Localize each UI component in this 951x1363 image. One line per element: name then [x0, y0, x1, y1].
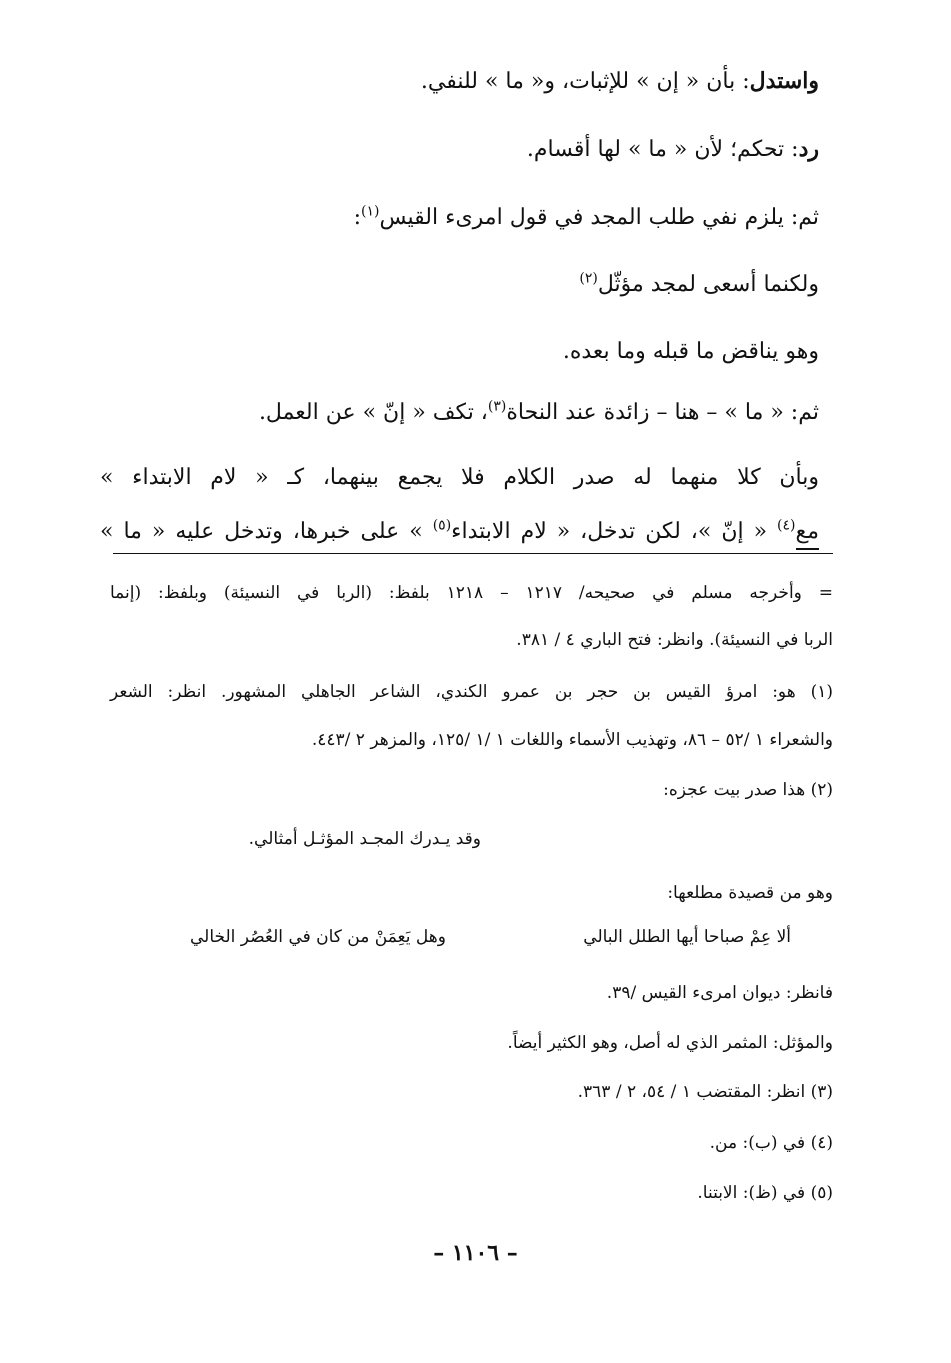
footnote-1-line-2: والشعراء ١ /٥٢ – ٨٦، وتهذيب الأسماء واللغات ١ /١ /١٢٥، والمزهر ٢ /٤٤٣. — [311, 730, 833, 750]
main-line-8-mid: « إنّ »، لكن تدخل، « لام الابتداء — [451, 519, 778, 544]
main-line-8 — [100, 517, 819, 547]
main-line-2-text: : تحكم؛ لأن « ما » لها أقسام. — [526, 137, 799, 162]
footnote-continuation-1: = وأخرجه مسلم في صحيحه/ ١٢١٧ – ١٢١٨ بلفظ: (الربا في النسيئة) وبلفظ: (إنما — [110, 583, 834, 603]
main-line-1 — [100, 66, 819, 97]
main-line-6-text: ثم: « ما » – هنا – زائدة عند النحاة — [506, 400, 819, 425]
main-line-2 — [100, 134, 819, 165]
main-line-7 — [100, 463, 819, 493]
main-line-3-text: ثم: يلزم نفي طلب المجد في قول امرىء القيس — [379, 205, 819, 230]
footnote-3: (٣) انظر: المقتضب ١ / ٥٤، ٢ / ٣٦٣. — [577, 1082, 833, 1102]
footnote-continuation-2: الربا في النسيئة). وانظر: فتح الباري ٤ / ٣٨١. — [516, 630, 833, 650]
main-line-8-lead: مع — [796, 519, 820, 550]
footnote-ref-1: (١) — [361, 203, 380, 220]
verse-quote: ولكنما أسعى لمجد مؤثّل — [597, 272, 819, 297]
main-line-3 — [100, 203, 819, 233]
page-number: – ١١٠٦ – — [433, 1240, 518, 1266]
main-line-5-text: وهو يناقض ما قبله وما بعده. — [562, 339, 819, 364]
term-istadal: واستدل — [749, 68, 819, 94]
footnote-divider — [113, 553, 833, 554]
footnote-1-line-1: (١) هو: امرؤ القيس بن حجر بن عمرو الكندي، الشاعر الجاهلي المشهور. انظر: الشعر — [110, 682, 833, 702]
term-rad: رد — [798, 136, 819, 162]
footnote-2-hemistich: وقد يـدرك المجـد المؤثـل أمثالي. — [248, 829, 481, 849]
footnote-ref-2: (٢) — [579, 270, 598, 287]
footnote-2-line-6: والمؤثل: المثمر الذي له أصل، وهو الكثير أيضاً. — [507, 1033, 833, 1053]
footnote-2-line-3: وهو من قصيدة مطلعها: — [667, 883, 833, 903]
main-line-8-tail: » على خبرها، وتدخل عليه « ما » — [100, 519, 433, 544]
footnote-2-line-5: فانظر: ديوان امرىء القيس /٣٩. — [606, 983, 833, 1003]
footnote-4: (٤) في (ب): من. — [709, 1133, 833, 1153]
main-line-7-text: وبأن كلا منهما له صدر الكلام فلا يجمع بينهما، كـ « لام الابتداء » — [100, 465, 819, 490]
main-line-1-text: : بأن « إن » للإثبات، و« ما » للنفي. — [420, 69, 750, 94]
footnote-ref-3: (٣) — [487, 398, 507, 415]
footnote-ref-4: (٤) — [777, 517, 796, 534]
poem-second-hemistich: وهل يَعِمَنْ من كان في العُصُر الخالي — [190, 927, 446, 947]
main-line-6-tail: ، تكف « إنّ » عن العمل. — [258, 400, 488, 425]
footnote-ref-5: (٥) — [432, 517, 452, 534]
main-line-3-tail: : — [353, 205, 362, 230]
poem-first-hemistich: ألا عِمْ صباحا أيها الطلل البالي — [583, 927, 791, 947]
footnote-5: (٥) في (ظ): الابتنا. — [697, 1183, 833, 1203]
main-line-5 — [100, 337, 819, 367]
footnote-2-poem — [190, 924, 791, 950]
main-line-6 — [100, 398, 819, 428]
footnote-2-line-1: (٢) هذا صدر بيت عجزه: — [663, 780, 833, 800]
main-line-4 — [100, 270, 819, 300]
